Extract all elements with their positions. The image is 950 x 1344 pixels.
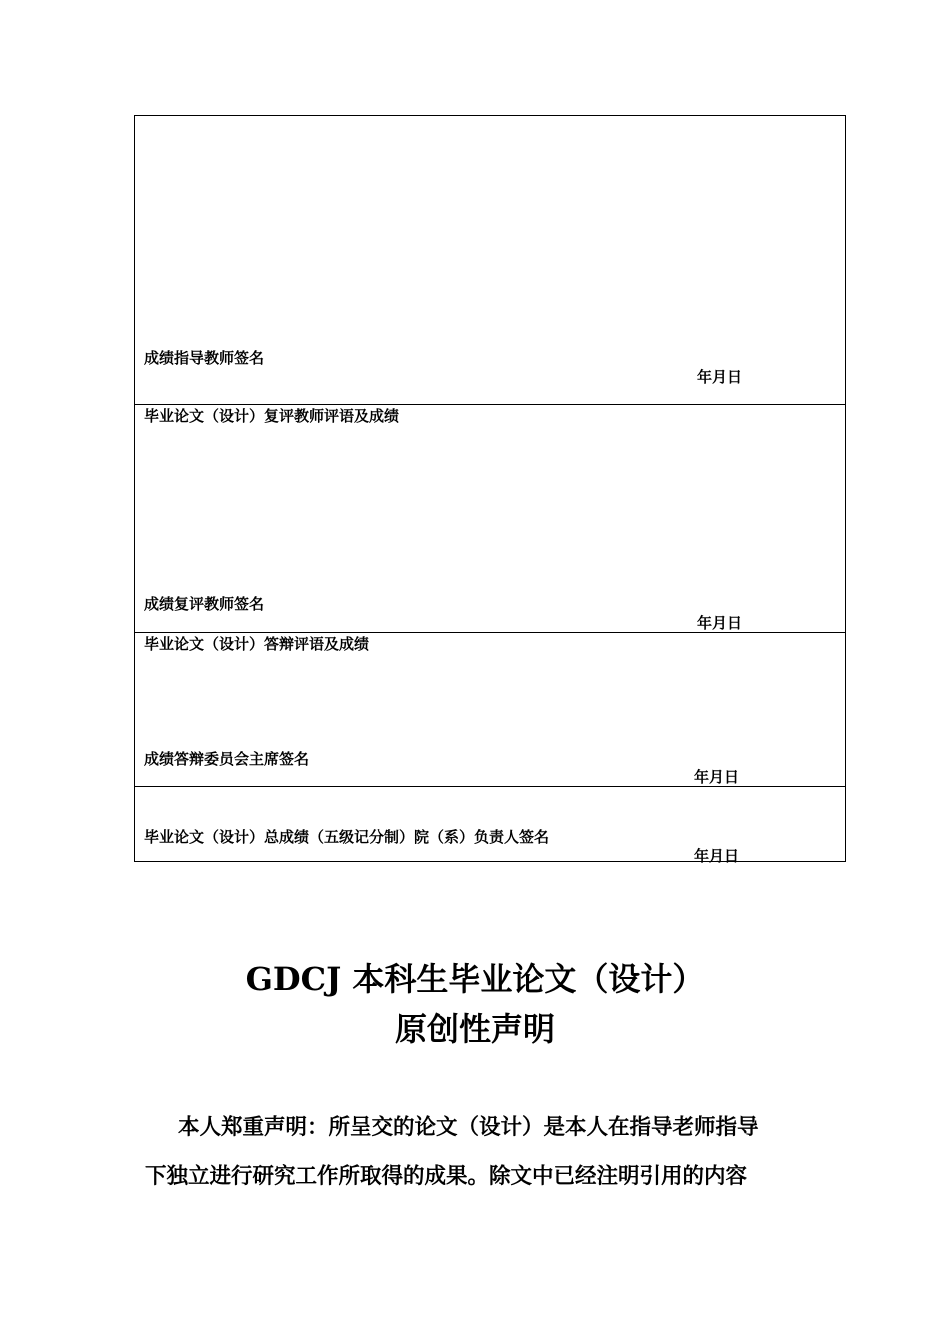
declaration-title: GDCJ 本科生毕业论文（设计）: [245, 960, 705, 998]
defense-comment-row: [135, 632, 845, 786]
supervisor-date-label: 年月日: [697, 368, 743, 386]
supervisor-comment-row: [135, 116, 845, 404]
declaration-paragraph-line-1: 本人郑重声明：所呈交的论文（设计）是本人在指导老师指导: [178, 1115, 759, 1140]
total-grade-row: [135, 786, 845, 865]
reviewer-comment-heading: 毕业论文（设计）复评教师评语及成绩: [144, 407, 400, 425]
supervisor-signature-label: 成绩指导教师签名: [144, 349, 265, 367]
declaration-paragraph-line-2: 下独立进行研究工作所取得的成果。除文中已经注明引用的内容: [145, 1164, 748, 1189]
reviewer-signature-label: 成绩复评教师签名: [144, 595, 265, 613]
declaration-subtitle: 原创性声明: [394, 1010, 555, 1048]
defense-date-label: 年月日: [694, 768, 740, 786]
reviewer-date-label: 年月日: [697, 614, 743, 632]
total-grade-date-label: 年月日: [694, 847, 740, 865]
evaluation-form-table: [134, 115, 846, 865]
reviewer-comment-row: [135, 404, 845, 632]
total-grade-label: 毕业论文（设计）总成绩（五级记分制）院（系）负责人签名: [144, 828, 550, 846]
defense-signature-label: 成绩答辩委员会主席签名: [144, 750, 310, 768]
defense-comment-heading: 毕业论文（设计）答辩评语及成绩: [144, 635, 370, 653]
